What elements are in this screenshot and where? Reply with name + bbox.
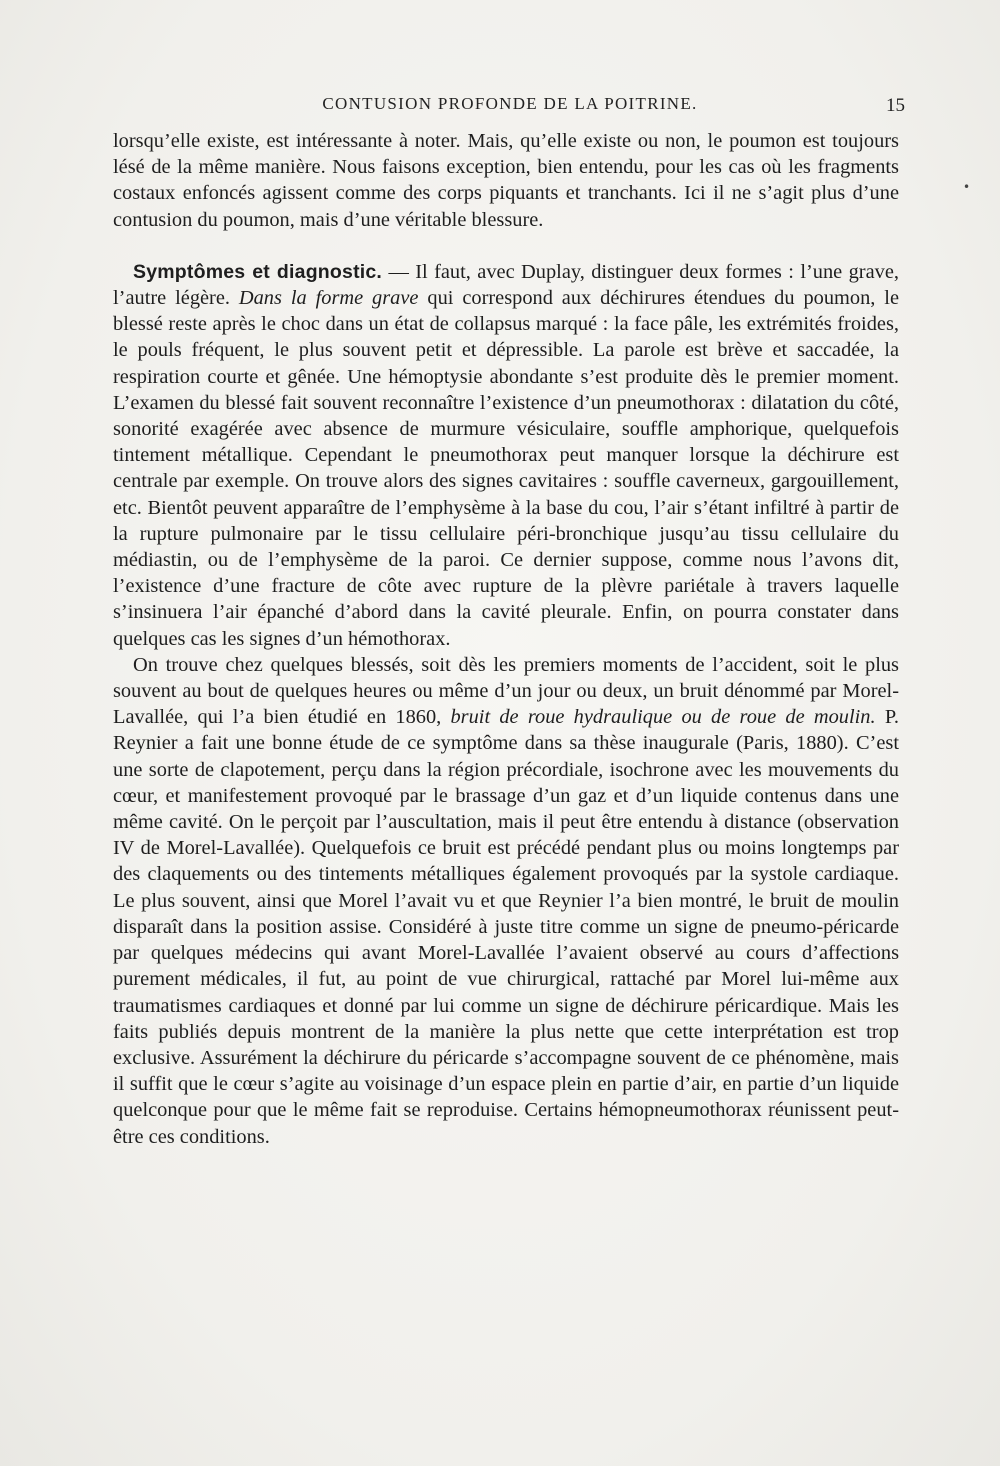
paragraph-symptoms (113, 259, 899, 652)
paragraph-continuation: lorsqu’elle existe, est intéressante à noter. Mais, qu’elle existe ou non, le poumon est toujours lésé de la même manière. Nous faisons exception, bien entendu, pour les cas où les fragments costaux enfoncés agissent comme des corps piquants et tranchants. Ici il ne s’agit plus d’une contusion du poumon, mais d’une véritable blessure. (113, 130, 899, 231)
margin-mark: • (963, 180, 971, 194)
paragraph-text: — Il faut, avec Duplay, distinguer deux formes : l’une grave, l’autre légère. (113, 260, 899, 310)
italic-phrase: Dans la forme grave (238, 287, 419, 310)
running-head (115, 94, 905, 118)
section-heading: Symptômes et diagnostic. (133, 260, 383, 283)
paragraph-text: P. Reynier a fait une bonne étude de ce symptôme dans sa thèse inaugurale (Paris, 1880). C’est une sorte de clapotement, perçu dans la région précordiale, isochrone avec les mouvements du cœur, et manifestement provoqué par le brassage d’un gaz et d’un liquide contenus dans une même cavité. On le perçoit par l’auscultation, mais il peut être entendu à distance (observation IV de Morel-Lavallée). Quelquefois ce bruit est précédé pendant plus ou moins longtemps par des claquements ou des tintements métalliques également provoqués par la systole cardiaque. Le plus souvent, ainsi que Morel l’avait vu et que Reynier l’a bien montré, le bruit de moulin disparaît dans la position assise. Considéré à juste titre comme un signe de pneumo-péricarde par quelques médecins qui avant Morel-Lavallée l’avaient observé au cours d’affections purement médicales, il fut, au point de vue chirurgical, rattaché par Morel lui-même aux traumatismes cardiaques et donné par lui comme un signe de déchirure péricardique. Mais les faits publiés depuis montrent de la manière la plus nette que cette interprétation est trop exclusive. Assurément la déchirure du péricarde s’accompagne souvent de ce phénomène, mais il suffit que le cœur s’agite au voisinage d’un espace plein en partie d’air, en partie d’un liquide quelconque pour que le même fait se reproduise. Certains hémopneumothorax réunissent peut-être ces conditions. (113, 706, 899, 1148)
page-number: 15 (886, 95, 905, 116)
body-text (113, 128, 899, 1150)
paragraph-text: On trouve chez quelques blessés, soit dès les premiers moments de l’accident, soit le plus souvent au bout de quelques heures ou même d’un jour ou deux, un bruit dénommé par Morel-Lavallée, qui l’a bien étudié en 1860, (113, 653, 899, 729)
paragraph-mill-wheel-sound (113, 652, 899, 1150)
running-title: CONTUSION PROFONDE DE LA POITRINE. (322, 94, 698, 113)
italic-phrase: bruit de roue hydraulique ou de roue de moulin. (450, 706, 876, 729)
paragraph-text: qui correspond aux déchirures étendues du poumon, le blessé reste après le choc dans un état de collapsus marqué : la face pâle, les extrémités froides, le pouls fréquent, le plus souvent petit et dépressible. La parole est brève et saccadée, la respiration courte et gênée. Une hémoptysie abondante s’est produite dès le premier moment. L’examen du blessé fait souvent reconnaître l’existence d’un pneumothorax : dilatation du côté, sonorité exagérée avec absence de murmure vésiculaire, souffle amphorique, quelquefois tintement métallique. Cependant le pneumothorax peut manquer lorsque la déchirure est centrale par exemple. On trouve alors des signes cavitaires : souffle caverneux, gargouillement, etc. Bientôt peuvent apparaître de l’emphysème à la base du cou, l’air s’étant infiltré à partir de la rupture pulmonaire par le tissu cellulaire péri-bronchique jusqu’au tissu cellulaire du médiastin, ou de l’emphysème de la paroi. Ce dernier suppose, comme nous l’avons dit, l’existence d’une fracture de côte avec rupture de la plèvre pariétale à travers laquelle s’insinuera l’air épanché d’abord dans la cavité pleurale. Enfin, on pourra constater dans quelques cas les signes d’un hémothorax. (113, 287, 899, 650)
